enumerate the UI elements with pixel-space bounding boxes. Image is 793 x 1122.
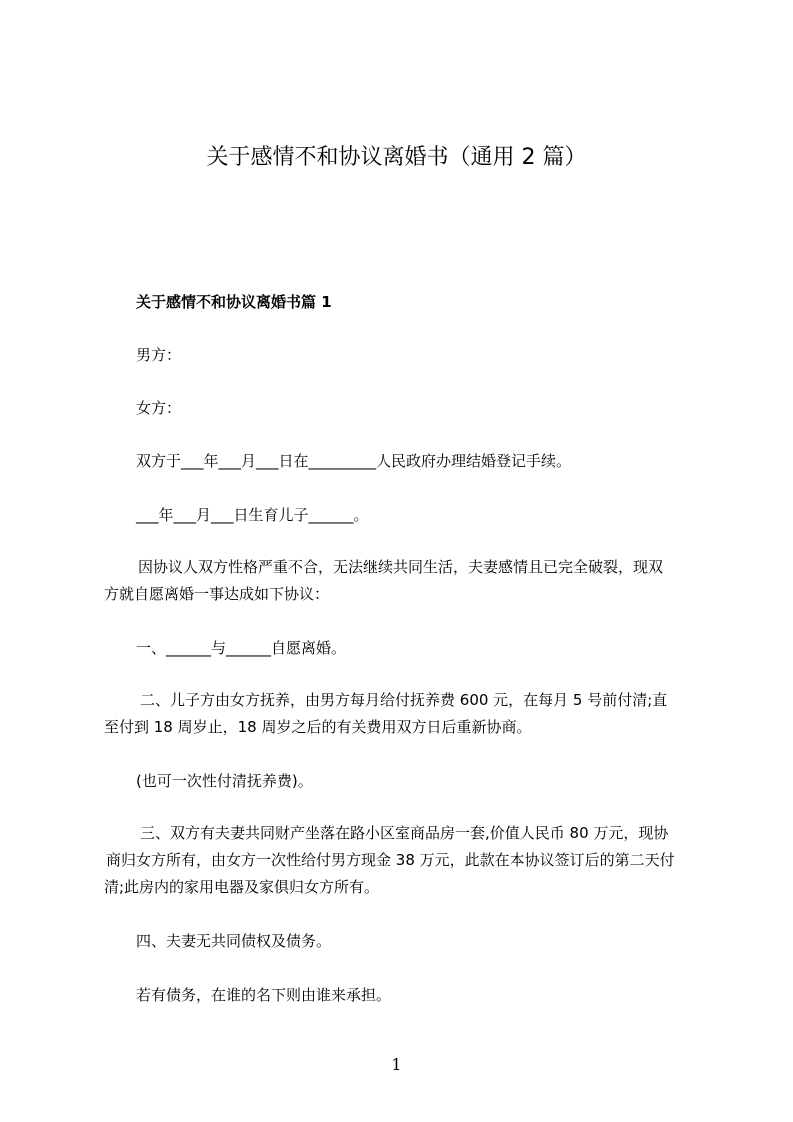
page-number: 1: [391, 1055, 402, 1074]
clause-3-line-3: 清;此房内的家用电器及家俱归女方所有。: [104, 878, 380, 896]
child-birth-text: ___年___月___日生育儿子______。: [136, 506, 369, 524]
section-heading: 关于感情不和协议离婚书篇 1: [136, 293, 332, 311]
female-party-label: 女方：: [136, 399, 182, 417]
male-party-label: 男方：: [136, 346, 182, 364]
clause-3-paragraph: [104, 820, 704, 901]
marriage-registration-text: 双方于___年___月___日在_________人民政府办理结婚登记手续。: [136, 452, 572, 470]
document-title: 关于感情不和协议离婚书（通用 2 篇）: [206, 145, 587, 170]
clause-4-note: 若有债务，在谁的名下则由谁来承担。: [136, 986, 392, 1004]
clause-2-paragraph: [104, 687, 704, 741]
clause-3-line-2: 商归女方所有，由女方一次性给付男方现金 38 万元，此款在本协议签订后的第二天付: [106, 851, 675, 869]
clause-2-line-2: 至付到 18 周岁止，18 周岁之后的有关费用双方日后重新协商。: [104, 718, 532, 736]
clause-2-note: (也可一次性付清抚养费)。: [136, 772, 313, 790]
reason-line-2: 方就自愿离婚一事达成如下协议：: [104, 585, 330, 603]
clause-3-line-1: 三、双方有夫妻共同财产坐落在路小区室商品房一套,价值人民币 80 万元，现协: [140, 824, 669, 842]
clause-1: 一、______与______自愿离婚。: [136, 639, 347, 657]
clause-2-line-1: 二、儿子方由女方抚养，由男方每月给付抚养费 600 元，在每月 5 号前付清;直: [140, 691, 668, 709]
reason-line-1: 因协议人双方性格严重不合，无法继续共同生活，夫妻感情且已完全破裂，现双: [138, 558, 664, 576]
reason-paragraph: [104, 554, 704, 608]
clause-4: 四、夫妻无共同债权及债务。: [136, 932, 332, 950]
